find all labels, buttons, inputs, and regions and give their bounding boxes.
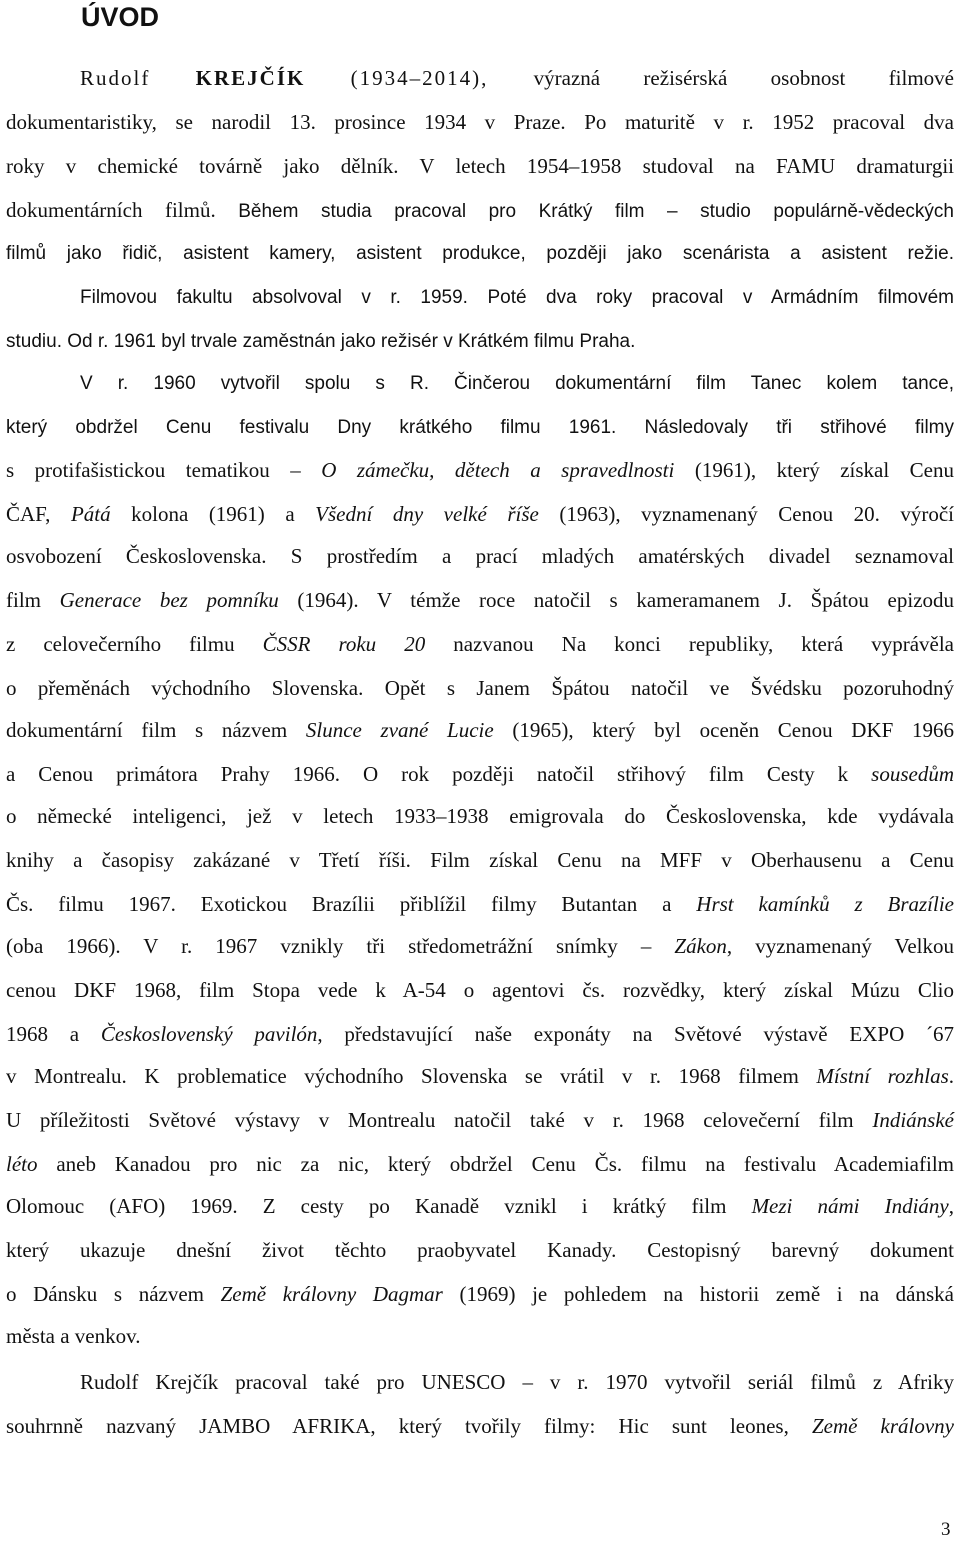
text-line: o německé inteligenci, jež v letech 1933–1938 emigrovala do Československa, kde vydávala <box>6 804 954 828</box>
text-line: léto aneb Kanadou pro nic za nic, který obdržel Cenu Čs. filmu na festivalu Academiafilm <box>6 1152 954 1176</box>
text-line: o Dánsku s názvem Země královny Dagmar (1969) je pohledem na historii země i na dánská <box>6 1282 954 1306</box>
text-line: souhrnně nazvaný JAMBO AFRIKA, který tvořily filmy: Hic sunt leones, Země královny <box>6 1414 954 1438</box>
text-line: který ukazuje dnešní život těchto praobyvatel Kanady. Cestopisný barevný dokument <box>6 1238 954 1262</box>
text-line: z celovečerního filmu ČSSR roku 20 nazvanou Na konci republiky, která vyprávěla <box>6 632 954 656</box>
text-line: film Generace bez pomníku (1964). V témže roce natočil s kameramanem J. Špátou epizodu <box>6 588 955 612</box>
text-line: Čs. filmu 1967. Exotickou Brazílii přiblížil filmy Butantan a Hrst kamínků z Brazílie <box>6 892 954 916</box>
text-line: U příležitosti Světové výstavy v Montrealu natočil také v r. 1968 celovečerní film Indiánské <box>6 1108 954 1132</box>
text-line: Olomouc (AFO) 1969. Z cesty po Kanadě vznikl i krátký film Mezi námi Indiány, <box>6 1194 954 1218</box>
text-line: města a venkov. <box>6 1324 141 1348</box>
text-line: o přeměnách východního Slovenska. Opět s Janem Špátou natočil ve Švédsku pozoruhodný <box>6 676 954 700</box>
text-line: v Montrealu. K problematice východního Slovenska se vrátil v r. 1968 filmem Místní rozhlas. <box>6 1064 954 1088</box>
text-line: Rudolf KREJČÍK (1934–2014), výrazná režisérská osobnost filmové <box>80 66 954 90</box>
text-line: filmů jako řidič, asistent kamery, asistent produkce, později jako scenárista a asistent režie. <box>6 243 954 264</box>
text-line: dokumentárních filmů. Během studia pracoval pro Krátký film – studio populárně-vědeckých <box>6 198 954 222</box>
text-line: Rudolf Krejčík pracoval také pro UNESCO – v r. 1970 vytvořil seriál filmů z Afriky <box>80 1370 954 1394</box>
text-line: roky v chemické továrně jako dělník. V letech 1954–1958 studoval na FAMU dramaturgii <box>6 154 954 178</box>
text-line: Filmovou fakultu absolvoval v r. 1959. Poté dva roky pracoval v Armádním filmovém <box>80 287 954 308</box>
text-line: osvobození Československa. S prostředím a prací mladých amatérských divadel seznamoval <box>6 544 954 568</box>
text-line: s protifašistickou tematikou – O zámečku, dětech a spravedlnosti (1961), který získal Cenu <box>6 458 954 482</box>
text-line: knihy a časopisy zakázané v Třetí říši. Film získal Cenu na MFF v Oberhausenu a Cenu <box>6 848 954 872</box>
text-line: který obdržel Cenu festivalu Dny krátkého filmu 1961. Následovaly tři střihové filmy <box>6 417 954 438</box>
text-line: a Cenou primátora Prahy 1966. O rok později natočil střihový film Cesty k sousedům <box>6 762 954 786</box>
text-line: dokumentární film s názvem Slunce zvané Lucie (1965), který byl oceněn Cenou DKF 1966 <box>6 718 955 742</box>
text-line: studiu. Od r. 1961 byl trvale zaměstnán jako režisér v Krátkém filmu Praha. <box>6 331 636 352</box>
text-line: ČAF, Pátá kolona (1961) a Všední dny velké říše (1963), vyznamenaný Cenou 20. výročí <box>6 502 955 526</box>
text-line: 1968 a Československý pavilón, představující naše exponáty na Světové výstavě EXPO ´67 <box>6 1022 954 1046</box>
text-line: cenou DKF 1968, film Stopa vede k A-54 o agentovi čs. rozvědky, který získal Múzu Clio <box>6 978 954 1002</box>
text-line: (oba 1966). V r. 1967 vznikly tři středometrážní snímky – Zákon, vyznamenaný Velkou <box>6 934 955 958</box>
text-line: dokumentaristiky, se narodil 13. prosince 1934 v Praze. Po maturitě v r. 1952 pracoval dva <box>6 110 954 134</box>
text-line: V r. 1960 vytvořil spolu s R. Činčerou dokumentární film Tanec kolem tance, <box>80 373 954 394</box>
page-number: 3 <box>941 1519 951 1540</box>
surname: KREJČÍK <box>195 66 306 90</box>
page-title: ÚVOD <box>81 2 160 32</box>
